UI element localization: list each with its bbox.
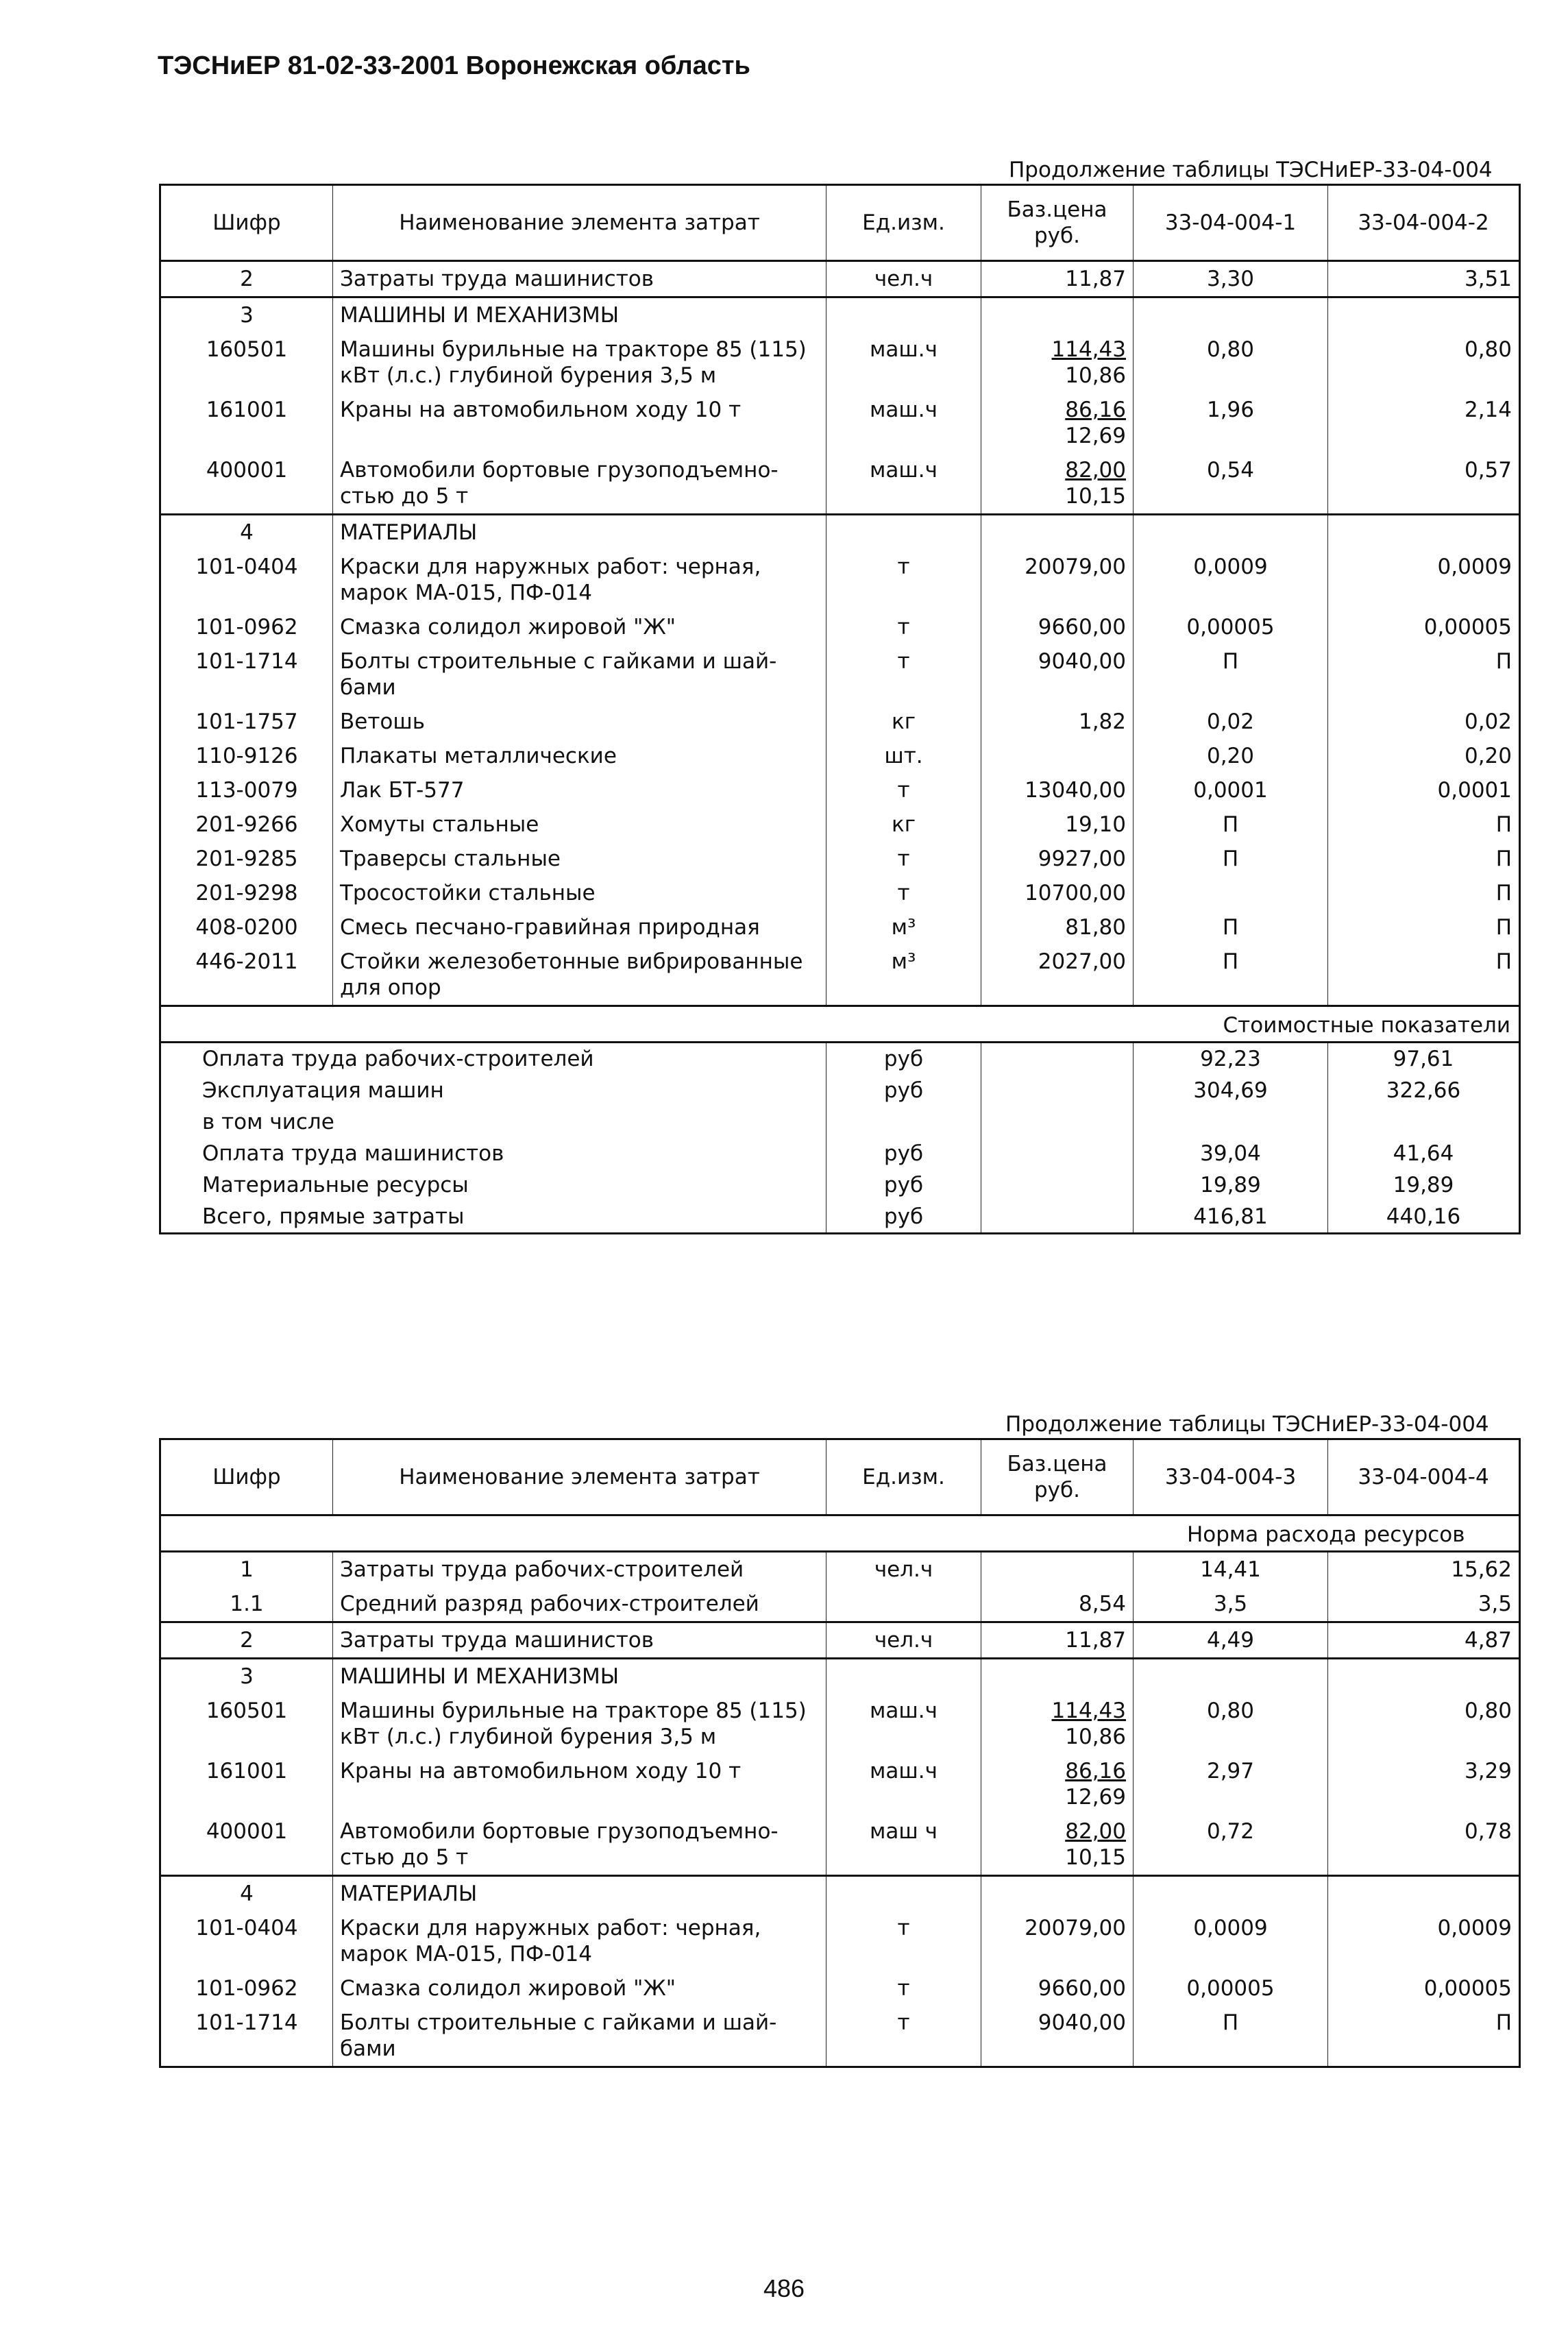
value-cell: 0,0009 xyxy=(1328,550,1520,610)
value-cell: 2,97 xyxy=(1134,1754,1328,1814)
machinist-wage: 12,69 xyxy=(1065,424,1126,448)
base-price: 11,87 xyxy=(1065,1628,1126,1653)
code-cell: 201-9266 xyxy=(160,807,333,842)
base-price: 11,87 xyxy=(1065,267,1126,291)
name-cell: Смазка солидол жировой "Ж" xyxy=(333,1971,826,2006)
value-cell: П xyxy=(1328,644,1520,705)
table-row xyxy=(160,1694,1520,1754)
value-cell: 0,0001 xyxy=(1134,773,1328,807)
table-header-row xyxy=(160,1439,1520,1515)
table-caption: Продолжение таблицы ТЭСНиЕР-33-04-004 xyxy=(1009,158,1493,182)
value-cell: 4,49 xyxy=(1134,1622,1328,1659)
name-cell: МАШИНЫ И МЕХАНИЗМЫ xyxy=(333,297,826,333)
name-cell: Плакаты металлические xyxy=(333,739,826,773)
machinist-wage: 10,86 xyxy=(1065,363,1126,388)
value-cell: 3,30 xyxy=(1134,261,1328,297)
base-price: 81,80 xyxy=(1065,915,1126,940)
table-row xyxy=(160,1814,1520,1876)
summary-row xyxy=(160,1043,1520,1075)
value-cell xyxy=(1328,1876,1520,1912)
value-cell: 3,5 xyxy=(1328,1587,1520,1622)
price-cell xyxy=(981,1694,1134,1754)
unit-cell: т xyxy=(826,2006,981,2067)
unit-cell: т xyxy=(826,876,981,910)
name-cell: Средний разряд рабочих-строителей xyxy=(333,1587,826,1622)
base-price: 82,00 xyxy=(1065,1819,1126,1844)
name-cell: Хомуты стальные xyxy=(333,807,826,842)
value-cell: 0,80 xyxy=(1134,1694,1328,1754)
unit-cell: чел.ч xyxy=(826,1622,981,1659)
base-price: 9040,00 xyxy=(1038,2010,1126,2035)
base-price: 9660,00 xyxy=(1038,615,1126,640)
price-cell xyxy=(981,842,1134,876)
code-cell: 400001 xyxy=(160,453,333,515)
price-cell xyxy=(981,807,1134,842)
value-cell: 0,00005 xyxy=(1328,1971,1520,2006)
value-cell: 0,00005 xyxy=(1328,610,1520,644)
base-price: 20079,00 xyxy=(1025,1916,1126,1940)
base-price: 2027,00 xyxy=(1038,949,1126,974)
unit-cell: маш ч xyxy=(826,1814,981,1876)
name-cell: Машины бурильные на тракторе 85 (115) кВт (л.с.) глубиной бурения 3,5 м xyxy=(333,332,826,393)
unit-cell: руб xyxy=(826,1075,981,1106)
table-body xyxy=(160,261,1520,1006)
table-row xyxy=(160,1911,1520,1971)
name-cell: Болты строительные с гайками и шай-бами xyxy=(333,2006,826,2067)
summary-row xyxy=(160,1138,1520,1169)
summary-label: Оплата труда машинистов xyxy=(160,1138,826,1169)
table-row xyxy=(160,1587,1520,1622)
price-cell xyxy=(981,515,1134,550)
name-cell: Затраты труда машинистов xyxy=(333,261,826,297)
name-cell: Краны на автомобильном ходу 10 т xyxy=(333,393,826,453)
value-cell xyxy=(1328,1106,1520,1138)
value-cell: 0,00005 xyxy=(1134,610,1328,644)
column-header: 33-04-004-1 xyxy=(1134,185,1328,261)
value-cell: 97,61 xyxy=(1328,1043,1520,1075)
price-cell xyxy=(981,2006,1134,2067)
code-cell: 161001 xyxy=(160,1754,333,1814)
cost-summary xyxy=(160,1006,1520,1234)
table-body xyxy=(160,1515,1520,2067)
unit-cell: руб xyxy=(826,1169,981,1201)
value-cell xyxy=(1134,297,1328,333)
table-caption: Продолжение таблицы ТЭСНиЕР-33-04-004 xyxy=(1005,1412,1489,1437)
price-cell xyxy=(981,393,1134,453)
code-cell: 101-1714 xyxy=(160,2006,333,2067)
price-cell xyxy=(981,453,1134,515)
code-cell: 2 xyxy=(160,1622,333,1659)
unit-cell: руб xyxy=(826,1043,981,1075)
base-price: 9660,00 xyxy=(1038,1976,1126,2001)
base-price: 86,16 xyxy=(1065,1759,1126,1783)
value-cell: П xyxy=(1328,807,1520,842)
value-cell: 322,66 xyxy=(1328,1075,1520,1106)
value-cell: 3,5 xyxy=(1134,1587,1328,1622)
value-cell: П xyxy=(1134,842,1328,876)
value-cell xyxy=(1328,515,1520,550)
unit-cell: м³ xyxy=(826,945,981,1006)
table-row xyxy=(160,1622,1520,1659)
price-cell xyxy=(981,1587,1134,1622)
value-cell: П xyxy=(1328,945,1520,1006)
code-cell: 4 xyxy=(160,1876,333,1912)
table-row xyxy=(160,515,1520,550)
price-cell xyxy=(981,1911,1134,1971)
norm-header-row xyxy=(160,1515,1520,1552)
summary-row xyxy=(160,1075,1520,1106)
value-cell: П xyxy=(1134,807,1328,842)
price-cell xyxy=(981,1971,1134,2006)
base-price: 114,43 xyxy=(1051,1698,1126,1723)
code-cell: 446-2011 xyxy=(160,945,333,1006)
summary-label: Всего, прямые затраты xyxy=(160,1201,826,1234)
name-cell: Автомобили бортовые грузоподъемно-стью до 5 т xyxy=(333,1814,826,1876)
value-cell: 304,69 xyxy=(1134,1075,1328,1106)
unit-cell xyxy=(826,515,981,550)
code-cell: 161001 xyxy=(160,393,333,453)
table-row xyxy=(160,332,1520,393)
column-header: Шифр xyxy=(160,1439,333,1515)
unit-cell: т xyxy=(826,773,981,807)
column-header: Баз.цена руб. xyxy=(981,185,1134,261)
value-cell: 0,80 xyxy=(1328,1694,1520,1754)
table-row xyxy=(160,773,1520,807)
unit-cell: маш.ч xyxy=(826,332,981,393)
empty-cell xyxy=(981,1043,1134,1075)
price-cell xyxy=(981,1876,1134,1912)
value-cell: 0,0001 xyxy=(1328,773,1520,807)
value-cell: П xyxy=(1134,945,1328,1006)
value-cell: П xyxy=(1328,876,1520,910)
name-cell: МАТЕРИАЛЫ xyxy=(333,1876,826,1912)
name-cell: Краски для наружных работ: черная, марок МА-015, ПФ-014 xyxy=(333,550,826,610)
unit-cell: кг xyxy=(826,705,981,739)
value-cell: 0,02 xyxy=(1134,705,1328,739)
empty-cell xyxy=(981,1138,1134,1169)
value-cell: П xyxy=(1328,842,1520,876)
value-cell: 0,0009 xyxy=(1328,1911,1520,1971)
unit-cell: руб xyxy=(826,1201,981,1234)
value-cell xyxy=(1134,876,1328,910)
name-cell: Ветошь xyxy=(333,705,826,739)
base-price: 1,82 xyxy=(1078,709,1126,734)
price-cell xyxy=(981,1754,1134,1814)
name-cell: Траверсы стальные xyxy=(333,842,826,876)
value-cell: 92,23 xyxy=(1134,1043,1328,1075)
cost-header: Стоимостные показатели xyxy=(1134,1006,1520,1043)
name-cell: Болты строительные с гайками и шай-бами xyxy=(333,644,826,705)
price-cell xyxy=(981,773,1134,807)
price-cell xyxy=(981,876,1134,910)
table-row xyxy=(160,739,1520,773)
value-cell: 15,62 xyxy=(1328,1552,1520,1587)
page-number: 486 xyxy=(763,2274,805,2302)
empty-cell xyxy=(981,1201,1134,1234)
column-header: Наименование элемента затрат xyxy=(333,1439,826,1515)
base-price: 86,16 xyxy=(1065,398,1126,422)
unit-cell: маш.ч xyxy=(826,393,981,453)
code-cell: 101-0404 xyxy=(160,550,333,610)
name-cell: МАТЕРИАЛЫ xyxy=(333,515,826,550)
table-row xyxy=(160,807,1520,842)
unit-cell: м³ xyxy=(826,910,981,945)
code-cell: 408-0200 xyxy=(160,910,333,945)
unit-cell: чел.ч xyxy=(826,1552,981,1587)
code-cell: 110-9126 xyxy=(160,739,333,773)
table-row xyxy=(160,1659,1520,1694)
value-cell xyxy=(1134,1106,1328,1138)
code-cell: 2 xyxy=(160,261,333,297)
base-price: 9040,00 xyxy=(1038,649,1126,674)
price-cell xyxy=(981,332,1134,393)
value-cell: 41,64 xyxy=(1328,1138,1520,1169)
price-cell xyxy=(981,1552,1134,1587)
price-cell xyxy=(981,610,1134,644)
unit-cell: кг xyxy=(826,807,981,842)
name-cell: Затраты труда рабочих-строителей xyxy=(333,1552,826,1587)
name-cell: Затраты труда машинистов xyxy=(333,1622,826,1659)
column-header: Наименование элемента затрат xyxy=(333,185,826,261)
value-cell: 440,16 xyxy=(1328,1201,1520,1234)
code-cell: 160501 xyxy=(160,1694,333,1754)
unit-cell: т xyxy=(826,610,981,644)
unit-cell: маш.ч xyxy=(826,1694,981,1754)
summary-label: Материальные ресурсы xyxy=(160,1169,826,1201)
price-cell xyxy=(981,739,1134,773)
value-cell: 0,78 xyxy=(1328,1814,1520,1876)
code-cell: 3 xyxy=(160,297,333,333)
column-header: Ед.изм. xyxy=(826,1439,981,1515)
unit-cell: маш.ч xyxy=(826,1754,981,1814)
code-cell: 101-1757 xyxy=(160,705,333,739)
cost-header-row xyxy=(160,1006,1520,1043)
unit-cell xyxy=(826,1659,981,1694)
table-row xyxy=(160,297,1520,333)
table-row xyxy=(160,261,1520,297)
table-row xyxy=(160,644,1520,705)
code-cell: 113-0079 xyxy=(160,773,333,807)
value-cell: П xyxy=(1134,2006,1328,2067)
value-cell: 0,0009 xyxy=(1134,550,1328,610)
table-row xyxy=(160,2006,1520,2067)
code-cell: 101-1714 xyxy=(160,644,333,705)
price-cell xyxy=(981,945,1134,1006)
unit-cell: т xyxy=(826,550,981,610)
value-cell: 0,20 xyxy=(1134,739,1328,773)
name-cell: Лак БТ-577 xyxy=(333,773,826,807)
price-cell xyxy=(981,644,1134,705)
value-cell xyxy=(1134,1659,1328,1694)
column-header: Баз.цена руб. xyxy=(981,1439,1134,1515)
table-row xyxy=(160,453,1520,515)
price-cell xyxy=(981,297,1134,333)
value-cell: 0,00005 xyxy=(1134,1971,1328,2006)
resource-table-2 xyxy=(159,1438,1521,2068)
price-cell xyxy=(981,261,1134,297)
column-header: Ед.изм. xyxy=(826,185,981,261)
unit-cell: шт. xyxy=(826,739,981,773)
price-cell xyxy=(981,705,1134,739)
unit-cell xyxy=(826,1106,981,1138)
code-cell: 1.1 xyxy=(160,1587,333,1622)
column-header: Шифр xyxy=(160,185,333,261)
table-row xyxy=(160,1971,1520,2006)
empty-cell xyxy=(981,1106,1134,1138)
code-cell: 101-0404 xyxy=(160,1911,333,1971)
code-cell: 400001 xyxy=(160,1814,333,1876)
unit-cell: т xyxy=(826,842,981,876)
table-header-row xyxy=(160,185,1520,261)
price-cell xyxy=(981,550,1134,610)
unit-cell: чел.ч xyxy=(826,261,981,297)
value-cell: 0,0009 xyxy=(1134,1911,1328,1971)
base-price: 8,54 xyxy=(1078,1592,1126,1616)
base-price: 13040,00 xyxy=(1025,778,1126,803)
base-price: 19,10 xyxy=(1065,812,1126,837)
value-cell xyxy=(1134,515,1328,550)
machinist-wage: 12,69 xyxy=(1065,1785,1126,1810)
table-row xyxy=(160,945,1520,1006)
value-cell: 0,20 xyxy=(1328,739,1520,773)
value-cell: 0,57 xyxy=(1328,453,1520,515)
value-cell: 4,87 xyxy=(1328,1622,1520,1659)
summary-row xyxy=(160,1106,1520,1138)
value-cell xyxy=(1134,1876,1328,1912)
base-price: 9927,00 xyxy=(1038,847,1126,871)
code-cell: 160501 xyxy=(160,332,333,393)
machinist-wage: 10,86 xyxy=(1065,1725,1126,1749)
document-title: ТЭСНиЕР 81-02-33-2001 Воронежская область xyxy=(158,51,750,80)
name-cell: Смазка солидол жировой "Ж" xyxy=(333,610,826,644)
name-cell: Краски для наружных работ: черная, марок МА-015, ПФ-014 xyxy=(333,1911,826,1971)
value-cell: 3,51 xyxy=(1328,261,1520,297)
value-cell: П xyxy=(1134,644,1328,705)
table-row xyxy=(160,842,1520,876)
value-cell xyxy=(1328,297,1520,333)
value-cell: 3,29 xyxy=(1328,1754,1520,1814)
unit-cell: т xyxy=(826,644,981,705)
empty-cell xyxy=(981,1169,1134,1201)
value-cell: 19,89 xyxy=(1328,1169,1520,1201)
norm-header: Норма расхода ресурсов xyxy=(1186,1522,1465,1547)
value-cell: П xyxy=(1328,910,1520,945)
name-cell: Краны на автомобильном ходу 10 т xyxy=(333,1754,826,1814)
value-cell: 39,04 xyxy=(1134,1138,1328,1169)
value-cell: 1,96 xyxy=(1134,393,1328,453)
unit-cell xyxy=(826,297,981,333)
base-price: 82,00 xyxy=(1065,458,1126,483)
value-cell xyxy=(1328,1659,1520,1694)
value-cell: 0,02 xyxy=(1328,705,1520,739)
code-cell: 101-0962 xyxy=(160,1971,333,2006)
name-cell: Стойки железобетонные вибрированные для опор xyxy=(333,945,826,1006)
summary-row xyxy=(160,1201,1520,1234)
table-row xyxy=(160,876,1520,910)
value-cell: 416,81 xyxy=(1134,1201,1328,1234)
table-row xyxy=(160,910,1520,945)
summary-row xyxy=(160,1169,1520,1201)
machinist-wage: 10,15 xyxy=(1065,484,1126,509)
code-cell: 3 xyxy=(160,1659,333,1694)
value-cell: 2,14 xyxy=(1328,393,1520,453)
base-price: 10700,00 xyxy=(1025,881,1126,905)
value-cell: 19,89 xyxy=(1134,1169,1328,1201)
unit-cell xyxy=(826,1587,981,1622)
summary-label: Оплата труда рабочих-строителей xyxy=(160,1043,826,1075)
value-cell: 0,72 xyxy=(1134,1814,1328,1876)
value-cell: П xyxy=(1328,2006,1520,2067)
column-header: 33-04-004-3 xyxy=(1134,1439,1328,1515)
name-cell: Машины бурильные на тракторе 85 (115) кВт (л.с.) глубиной бурения 3,5 м xyxy=(333,1694,826,1754)
column-header: 33-04-004-2 xyxy=(1328,185,1520,261)
resource-table-1 xyxy=(159,184,1521,1234)
code-cell: 201-9285 xyxy=(160,842,333,876)
code-cell: 4 xyxy=(160,515,333,550)
unit-cell xyxy=(826,1876,981,1912)
table-row xyxy=(160,705,1520,739)
value-cell: 0,54 xyxy=(1134,453,1328,515)
value-cell: 0,80 xyxy=(1134,332,1328,393)
machinist-wage: 10,15 xyxy=(1065,1845,1126,1870)
name-cell: МАШИНЫ И МЕХАНИЗМЫ xyxy=(333,1659,826,1694)
code-cell: 101-0962 xyxy=(160,610,333,644)
value-cell: 0,80 xyxy=(1328,332,1520,393)
column-header: 33-04-004-4 xyxy=(1328,1439,1520,1515)
name-cell: Тросостойки стальные xyxy=(333,876,826,910)
table-row xyxy=(160,1552,1520,1587)
code-cell: 1 xyxy=(160,1552,333,1587)
table-row xyxy=(160,550,1520,610)
empty-cell xyxy=(981,1075,1134,1106)
unit-cell: т xyxy=(826,1971,981,2006)
unit-cell: руб xyxy=(826,1138,981,1169)
code-cell: 201-9298 xyxy=(160,876,333,910)
table-row xyxy=(160,1876,1520,1912)
price-cell xyxy=(981,910,1134,945)
unit-cell: маш.ч xyxy=(826,453,981,515)
price-cell xyxy=(981,1622,1134,1659)
base-price: 114,43 xyxy=(1051,337,1126,362)
price-cell xyxy=(981,1814,1134,1876)
summary-label: Эксплуатация машин xyxy=(160,1075,826,1106)
value-cell: 14,41 xyxy=(1134,1552,1328,1587)
summary-label: в том числе xyxy=(160,1106,826,1138)
value-cell: П xyxy=(1134,910,1328,945)
price-cell xyxy=(981,1659,1134,1694)
table-row xyxy=(160,393,1520,453)
base-price: 20079,00 xyxy=(1025,555,1126,579)
table-row xyxy=(160,610,1520,644)
name-cell: Смесь песчано-гравийная природная xyxy=(333,910,826,945)
table-row xyxy=(160,1754,1520,1814)
name-cell: Автомобили бортовые грузоподъемно-стью до 5 т xyxy=(333,453,826,515)
unit-cell: т xyxy=(826,1911,981,1971)
